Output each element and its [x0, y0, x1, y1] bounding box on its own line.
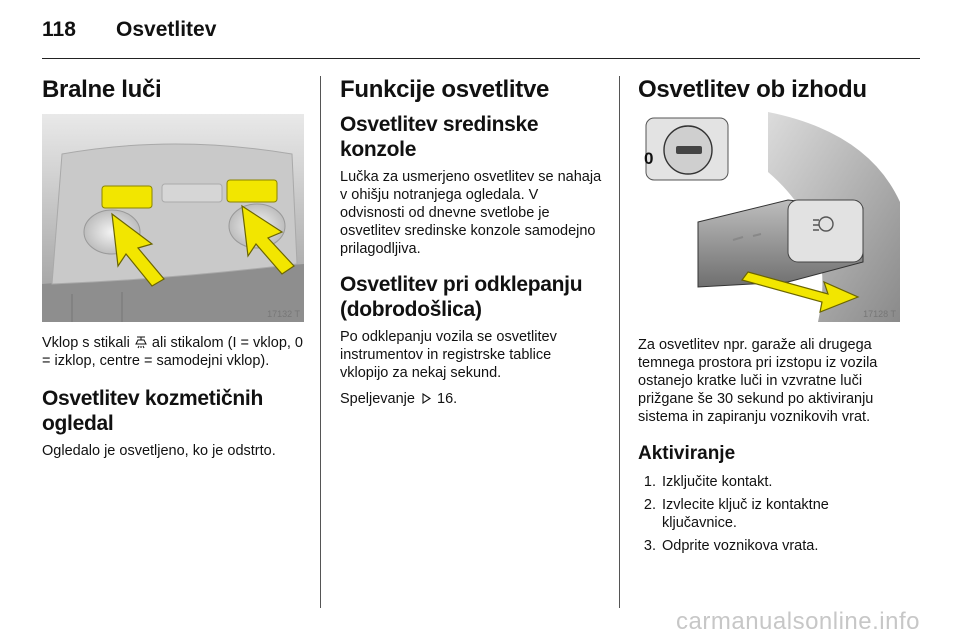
exit-lighting-figure: [638, 112, 900, 322]
list-item: 1. Izključite kontakt.: [643, 474, 773, 490]
column-2: [340, 76, 602, 408]
section-heading-exit-lighting: Osvetlitev ob izhodu: [638, 76, 867, 103]
column-divider-2: [619, 76, 620, 608]
watermark: carmanualsonline.info: [676, 608, 920, 635]
reading-lights-illustration: [42, 114, 304, 322]
sub-heading-center-console: Osvetlitev sredinske konzole: [340, 113, 539, 161]
reading-lights-text: Vklop s stikali ali stikalom (I = vklop, 0 = izklop, centre = samodejni vklop).: [42, 335, 303, 369]
list-item: 2. Izvlecite ključ iz kontaktne ključavnice.: [643, 497, 829, 531]
section-heading-lighting-functions: Funkcije osvetlitve: [340, 76, 550, 103]
driving-reference: Speljevanje 16.: [340, 391, 458, 407]
welcome-lighting-text: Po odklepanju vozila se osvetlitev instrumentov in registrske tablice vklopijo za nekaj sekund.: [340, 329, 557, 381]
section-heading-reading-lights: Bralne luči: [42, 76, 162, 103]
figure-label: 17128 T: [863, 309, 896, 319]
sub-heading-activation: Aktiviranje: [638, 443, 736, 464]
page-number: 118: [42, 18, 76, 41]
reading-light-icon: [135, 336, 147, 349]
sub-heading-welcome-lighting: Osvetlitev pri odklepanju (dobrodošlica): [340, 273, 583, 321]
ignition-key-illustration: [638, 112, 900, 322]
list-item: 3. Odprite voznikova vrata.: [643, 538, 819, 554]
column-1: [42, 76, 304, 460]
activation-steps: [638, 473, 900, 555]
column-divider-1: [320, 76, 321, 608]
header-rule: [42, 58, 920, 59]
page-reference-icon: [420, 392, 432, 405]
reading-lights-figure: [42, 114, 304, 322]
exit-lighting-text: Za osvetlitev npr. garaže ali drugega temnega prostora pri izstopu iz vozila ostanejo kratke luči in vzvratne luči prižgane še 30 sekund po aktiviranju sistema in zapiranju voznikovih vrat.: [638, 337, 878, 425]
page-title: Osvetlitev: [116, 18, 217, 41]
figure-label: 17132 T: [267, 309, 300, 319]
column-3: [638, 76, 900, 560]
key-position-label: 0: [644, 149, 654, 168]
vanity-mirror-text: Ogledalo je osvetljeno, ko je odstrto.: [42, 443, 276, 459]
page-header: [42, 18, 920, 58]
sub-heading-vanity-mirror: Osvetlitev kozmetičnih ogledal: [42, 387, 263, 435]
center-console-text: Lučka za usmerjeno osvetlitev se nahaja v ohišju notranjega ogledala. V odvisnosti od dnevne svetlobe je osvetlitev sredinske konzole samodejno prilagodljiva.: [340, 169, 602, 257]
